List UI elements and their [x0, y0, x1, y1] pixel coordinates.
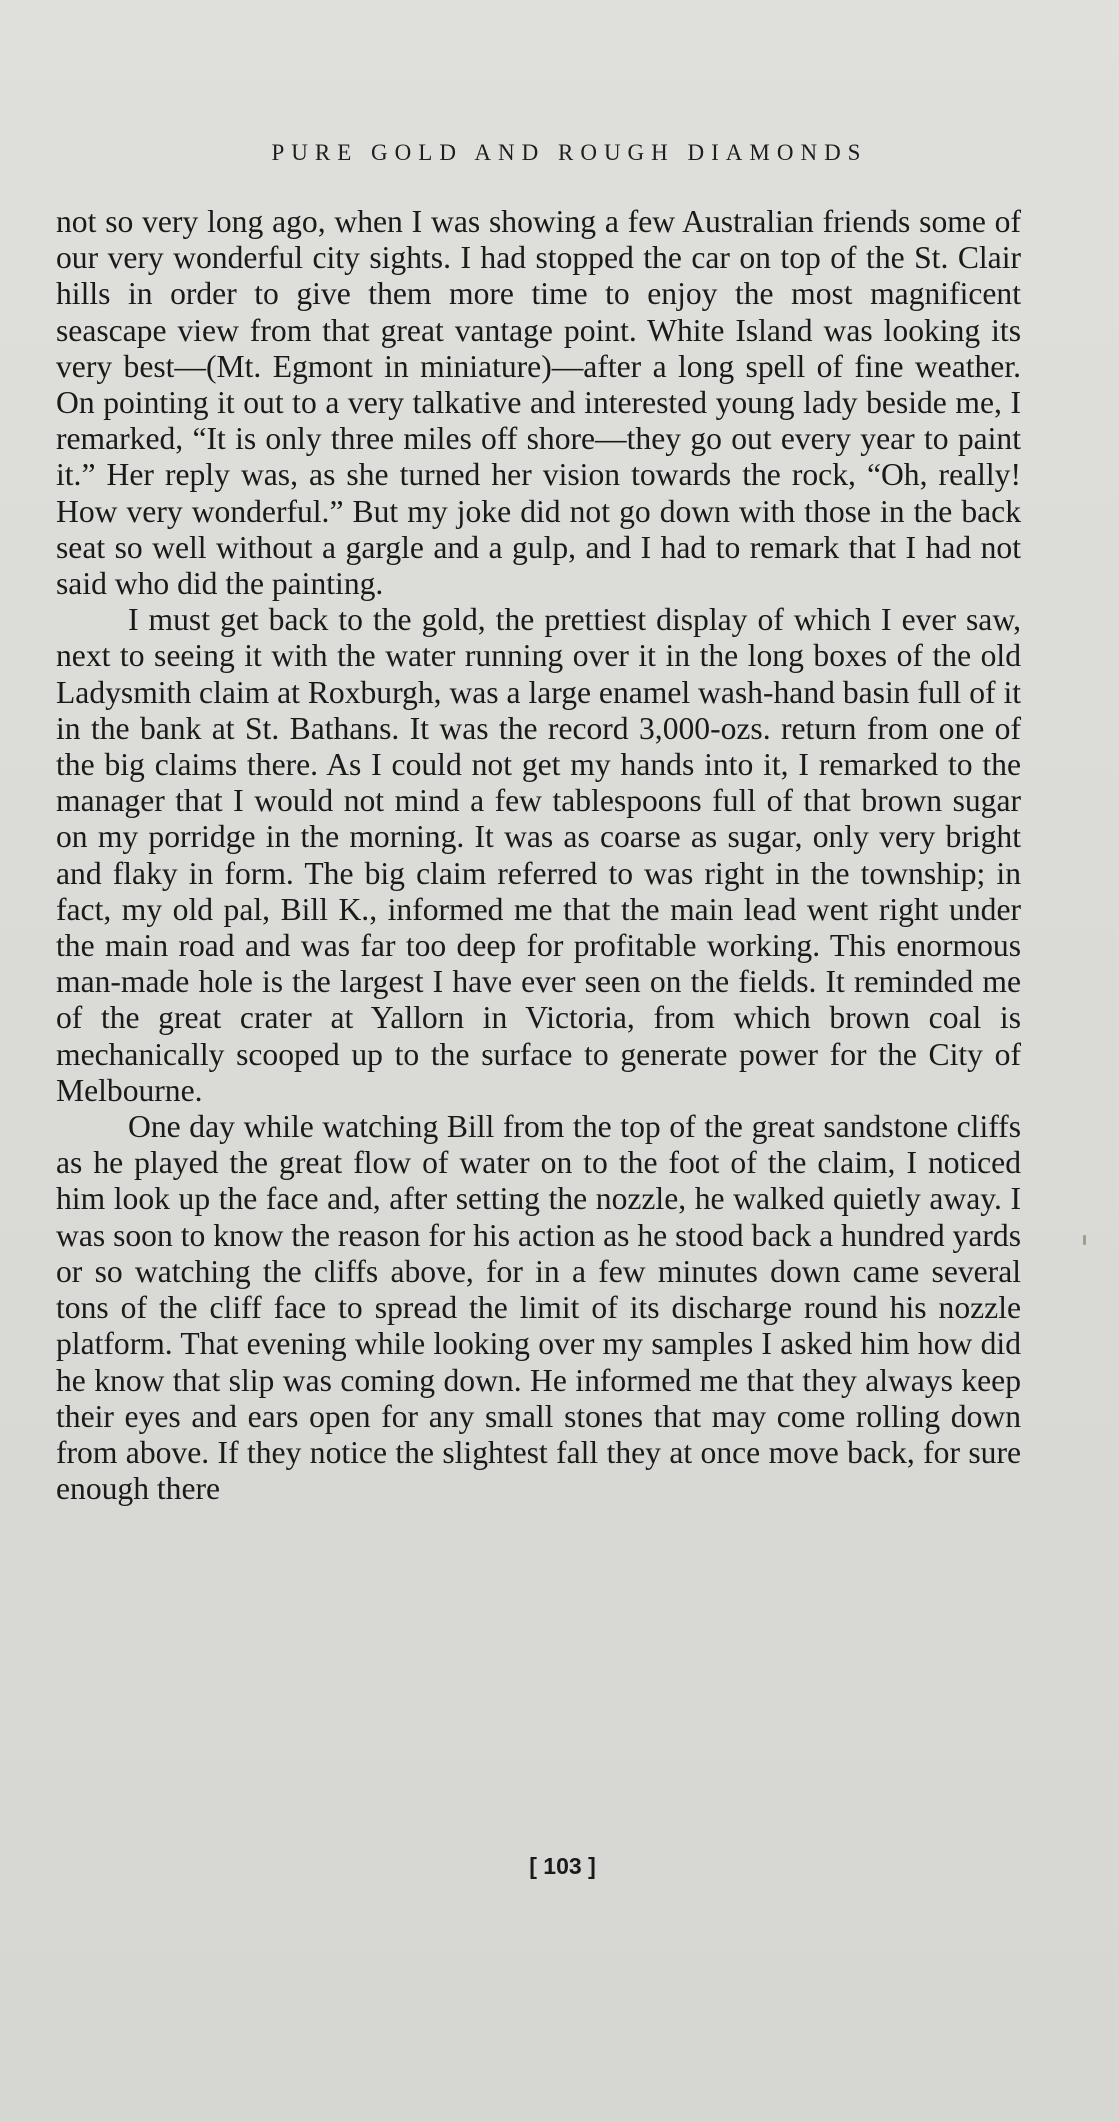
- page-number: [ 103 ]: [529, 1853, 596, 1879]
- body-text: [56, 204, 1021, 1507]
- paper-speck: [1083, 1235, 1086, 1245]
- paragraph-cliff-slip: One day while watching Bill from the top of the great sandstone cliffs as he played the great flow of water on to the foot of the claim, I noticed him look up the face and, after setting the nozzle, he walked quietly away. I was soon to know the reason for his action as he stood back a hundred yards or so watching the cliffs above, for in a few minutes down came several tons of the cliff face to spread the limit of its discharge round his nozzle platform. That evening while looking over my samples I asked him how did he know that slip was coming down. He informed me that they always keep their eyes and ears open for any small stones that may come rolling down from above. If they notice the slightest fall they at once move back, for sure enough there: [56, 1109, 1021, 1507]
- paragraph-continued: not so very long ago, when I was showing a few Australian friends some of our very wonderful city sights. I had stopped the car on top of the St. Clair hills in order to give them more time to enjoy the most magnificent seascape view from that great vantage point. White Island was looking its very best—(Mt. Egmont in miniature)—after a long spell of fine weather. On pointing it out to a very talkative and interested young lady beside me, I remarked, “It is only three miles off shore—they go out every year to paint it.” Her reply was, as she turned her vision towards the rock, “Oh, really! How very wonderful.” But my joke did not go down with those in the back seat so well without a gargle and a gulp, and I had to remark that I had not said who did the painting.: [56, 204, 1021, 602]
- paragraph-gold-display: I must get back to the gold, the prettiest display of which I ever saw, next to seeing it with the water running over it in the long boxes of the old Ladysmith claim at Roxburgh, was a large enamel wash-hand basin full of it in the bank at St. Bathans. It was the record 3,000-ozs. return from one of the big claims there. As I could not get my hands into it, I remarked to the manager that I would not mind a few tablespoons full of that brown sugar on my porridge in the morning. It was as coarse as sugar, only very bright and flaky in form. The big claim referred to was right in the township; in fact, my old pal, Bill K., informed me that the main lead went right under the main road and was far too deep for profitable working. This enormous man-made hole is the largest I have ever seen on the fields. It reminded me of the great crater at Yallorn in Victoria, from which brown coal is mechanically scooped up to the surface to generate power for the City of Melbourne.: [56, 602, 1021, 1108]
- running-head: PURE GOLD AND ROUGH DIAMONDS: [271, 140, 868, 165]
